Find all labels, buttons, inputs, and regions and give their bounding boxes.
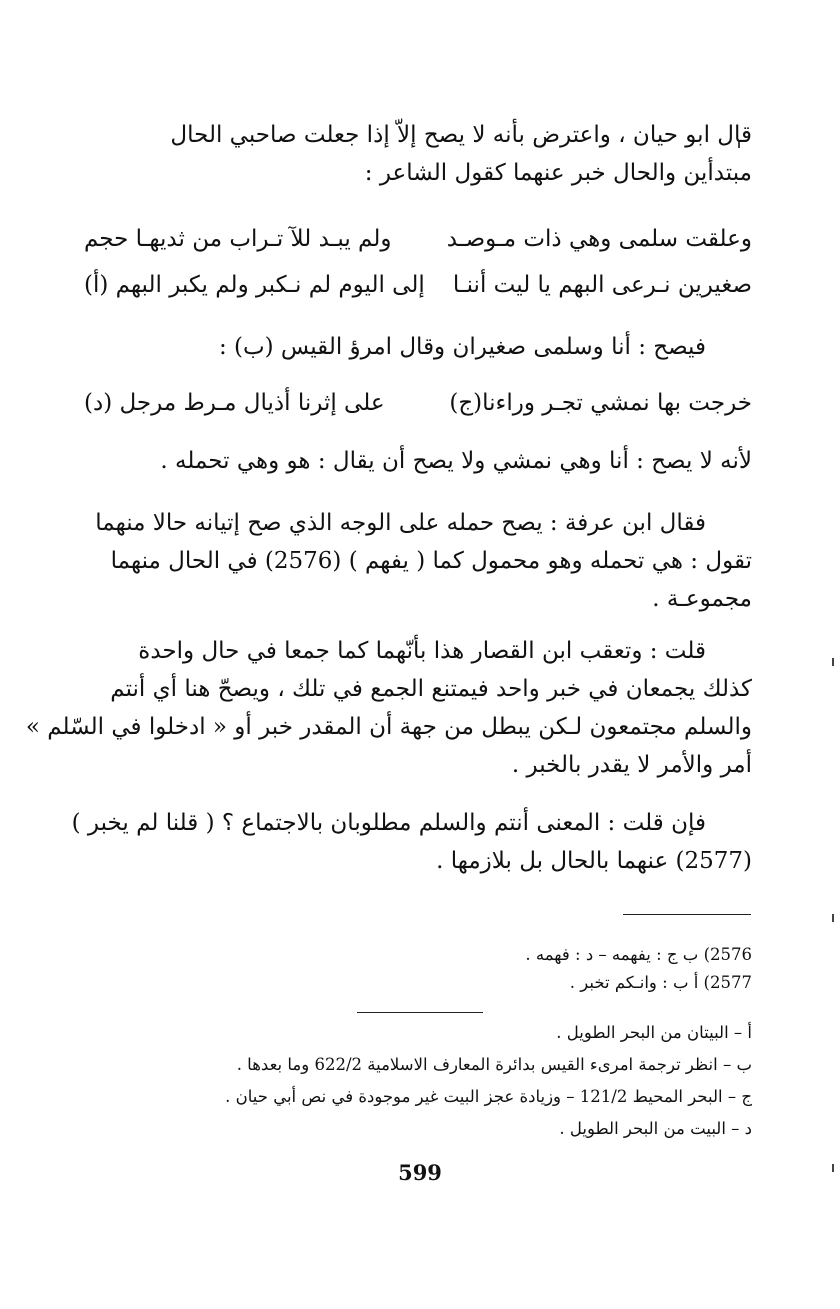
verse-second-half: إلى اليوم لم نـكبر ولم يكبر البهم (أ) <box>84 272 425 298</box>
paragraph-line: قلت : وتعقب ابن القصار هذا بأنّهما كما جمعا في حال واحدة <box>138 638 706 664</box>
variant-note: 2576) ب ج : يفهمه – د : فهمه . <box>525 945 752 964</box>
paragraph-line: قال ابو حيان ، واعترض بأنه لا يصح إلاّ إذا جعلت صاحبي الحال <box>170 122 752 148</box>
verse-first-half: خرجت بها نمشي تجـر وراءنا(ج) <box>449 390 752 416</box>
paragraph-line: مجموعـة . <box>652 586 752 612</box>
page-number: 599 <box>398 1160 442 1185</box>
verse-second-half: ولم يبـد للآ تـراب من ثديهـا حجم <box>84 226 392 252</box>
editor-note: د – البيت من البحر الطويل . <box>559 1119 752 1138</box>
paragraph-line: مبتدأين والحال خبر عنهما كقول الشاعر : <box>364 160 752 186</box>
footnote-rule <box>357 1012 483 1013</box>
verse-first-half: صغيرين نـرعى البهم يا ليت أننـا <box>452 272 752 298</box>
verse-first-half: وعلقت سلمى وهي ذات مـوصـد <box>446 226 752 252</box>
margin-mark <box>832 658 834 666</box>
editor-note: ب – انظر ترجمة امرىء القيس بدائرة المعارف الاسلامية 622/2 وما بعدها . <box>236 1055 752 1074</box>
paragraph-line: والسلم مجتمعون لـكن يبطل من جهة أن المقدر خبر أو « ادخلوا في السّلم » <box>25 714 752 740</box>
margin-mark <box>832 914 834 922</box>
verse-second-half: على إثرنا أذيال مـرط مرجل (د) <box>84 390 385 416</box>
editor-note: أ – البيتان من البحر الطويل . <box>556 1023 752 1042</box>
paragraph-line: لأنه لا يصح : أنا وهي نمشي ولا يصح أن يقال : هو وهي تحمله . <box>160 448 752 474</box>
footnote-rule <box>623 914 751 915</box>
paragraph-line: كذلك يجمعان في خبر واحد فيمتنع الجمع في تلك ، ويصحّ هنا أي أنتم <box>110 676 752 702</box>
paragraph-line: فيصح : أنا وسلمى صغيران وقال امرؤ القيس (ب) : <box>218 334 706 360</box>
variant-note: 2577) أ ب : وانـكم تخبر . <box>569 973 752 992</box>
editor-note: ج – البحر المحيط 121/2 – وزيادة عجز البيت غير موجودة في نص أبي حيان . <box>225 1087 752 1106</box>
paragraph-line: أمر والأمر لا يقدر بالخبر . <box>511 752 752 778</box>
paragraph-line: (2577) عنهما بالحال بل بلازمها . <box>436 848 752 874</box>
paragraph-line: فإن قلت : المعنى أنتم والسلم مطلوبان بالاجتماع ؟ ( قلنا لم يخبر ) <box>71 810 706 836</box>
paragraph-line: فقال ابن عرفة : يصح حمله على الوجه الذي صح إتيانه حالا منهما <box>95 510 706 536</box>
paragraph-line: تقول : هي تحمله وهو محمول كما ( يفهم ) (2576) في الحال منهما <box>110 548 752 574</box>
